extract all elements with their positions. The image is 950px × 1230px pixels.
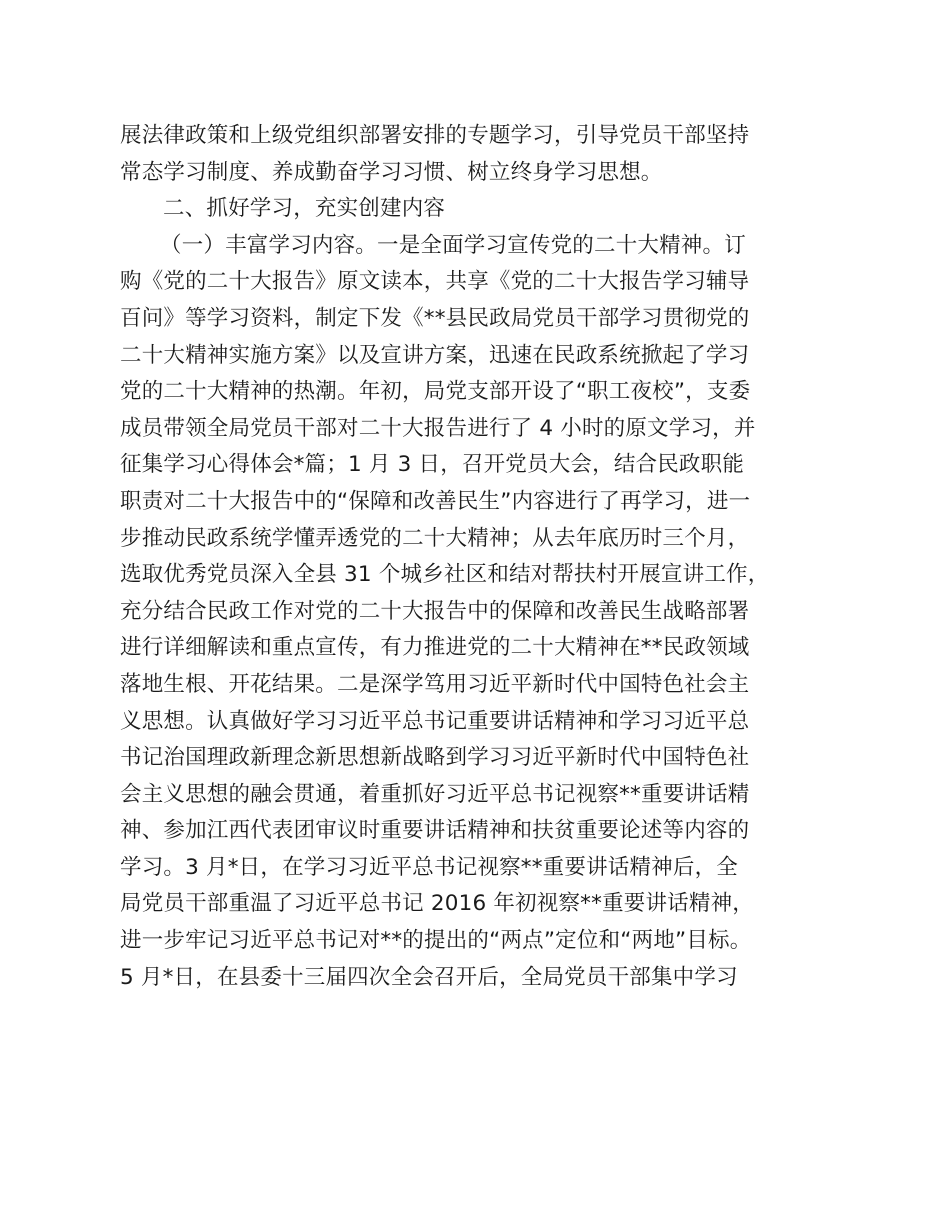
text-line: 党的二十大精神的热潮。年初，局党支部开设了“职工夜校”，支委 xyxy=(120,379,751,405)
text-line: 进行详细解读和重点宣传，有力推进党的二十大精神在**民政领域 xyxy=(120,635,750,661)
text-line: 充分结合民政工作对党的二十大报告中的保障和改善民生战略部署 xyxy=(120,598,750,624)
text-line: 落地生根、开花结果。二是深学笃用习近平新时代中国特色社会主 xyxy=(120,671,750,697)
text-line: （一）丰富学习内容。一是全面学习宣传党的二十大精神。订 xyxy=(160,232,746,258)
text-line: 二十大精神实施方案》以及宣讲方案，迅速在民政系统掀起了学习 xyxy=(120,342,750,368)
text-line: 选取优秀党员深入全县 31 个城乡社区和结对帮扶村开展宣讲工作， xyxy=(120,562,770,588)
text-line: 百问》等学习资料，制定下发《**县民政局党员干部学习贯彻党的 xyxy=(120,305,750,331)
text-line: 神、参加江西代表团审议时重要讲话精神和扶贫重要论述等内容的 xyxy=(120,818,750,844)
text-line: 征集学习心得体会*篇；1 月 3 日，召开党员大会，结合民政职能 xyxy=(120,452,745,478)
section-heading: 二、抓好学习，充实创建内容 xyxy=(163,196,446,222)
text-line: 书记治国理政新理念新思想新战略到学习习近平新时代中国特色社 xyxy=(120,745,750,771)
text-line: 常态学习制度、养成勤奋学习习惯、树立终身学习思想。 xyxy=(120,159,663,185)
text-line: 步推动民政系统学懂弄透党的二十大精神；从去年底历时三个月， xyxy=(120,525,750,551)
text-line: 职责对二十大报告中的“保障和改善民生”内容进行了再学习，进一 xyxy=(120,488,751,514)
text-line: 局党员干部重温了习近平总书记 2016 年初视察**重要讲话精神， xyxy=(120,891,754,917)
text-line: 购《党的二十大报告》原文读本，共享《党的二十大报告学习辅导 xyxy=(120,269,750,295)
text-line: 义思想。认真做好学习习近平总书记重要讲话精神和学习习近平总 xyxy=(120,708,750,734)
text-line: 成员带领全局党员干部对二十大报告进行了 4 小时的原文学习，并 xyxy=(120,415,756,441)
text-line: 5 月*日，在县委十三届四次全会召开后，全局党员干部集中学习 xyxy=(120,964,738,990)
body-text xyxy=(120,118,860,996)
text-line: 展法律政策和上级党组织部署安排的专题学习，引导党员干部坚持 xyxy=(120,123,750,148)
text-line: 进一步牢记习近平总书记对**的提出的“两点”定位和“两地”目标。 xyxy=(120,928,752,954)
text-line: 会主义思想的融会贯通，着重抓好习近平总书记视察**重要讲话精 xyxy=(120,781,750,807)
text-line: 学习。3 月*日，在学习习近平总书记视察**重要讲话精神后，全 xyxy=(120,854,738,880)
